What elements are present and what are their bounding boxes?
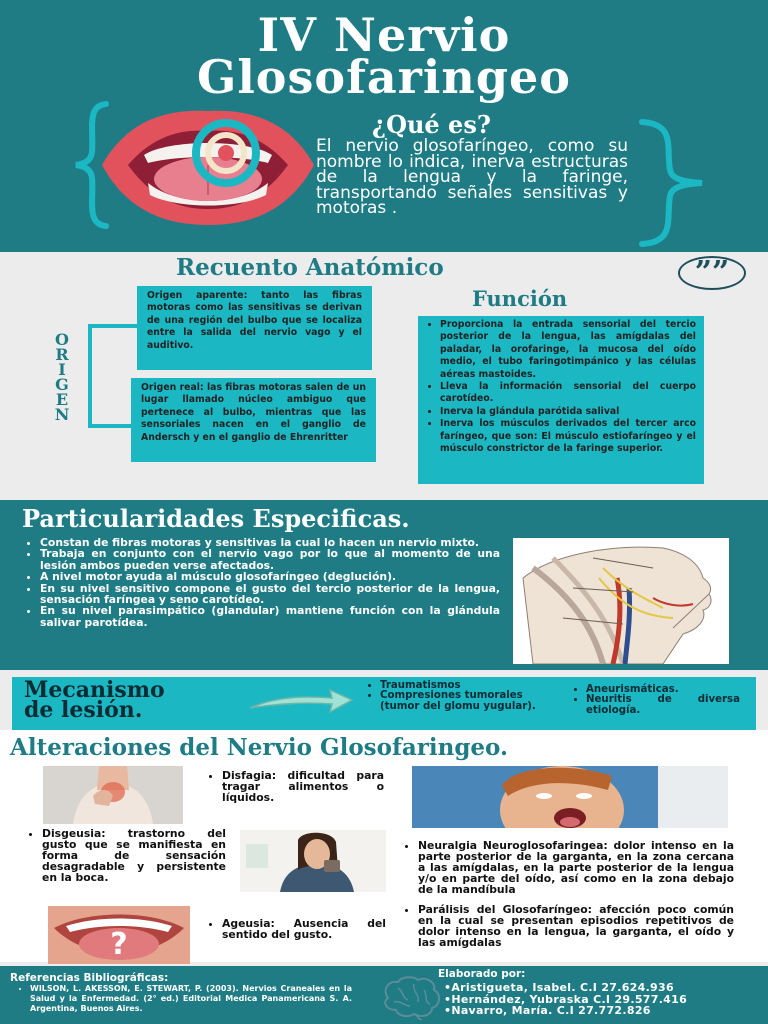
que-es-heading: ¿Qué es? (372, 110, 491, 139)
particularidad-item: • En su nivel sensitivo compone el gusto del tercio posterior de la lengua, sensación faríngea y seno carotídeo. (40, 583, 500, 606)
author-line: •Aristigueta, Isabel. C.I 27.624.936 (444, 981, 674, 994)
origen-letter: E (55, 390, 69, 409)
referencias-text (16, 984, 352, 1014)
brain-icon (378, 974, 444, 1020)
mecanismo-item: • Aneurismáticas. (586, 685, 740, 695)
author-line: •Hernández, Yubraska C.I 29.577.416 (444, 992, 688, 1006)
paralisis-text (402, 904, 734, 948)
origen-letter: I (58, 360, 66, 379)
mecanismo-heading (24, 677, 254, 723)
disfagia-item: • Disfagia: dificultad para tragar alimentos o líquidos. (222, 770, 384, 803)
origen-bracket-line (88, 324, 136, 428)
origen-real-box: Origen real: las fibras motoras salen de un lugar llamado núcleo ambiguo que pertenece al bulbo, mientras que las sensoriales nacen en el ganglio de Andersch y en el ganglio de Ehrenritter (131, 378, 376, 462)
ageusia-item: • Ageusia: Ausencia del sentido del gusto. (222, 918, 386, 940)
paralisis-item: • Parálisis del Glosofaríngeo: afección poco común en la cual se presentan episodios repetitivos de dolor intenso en la lengua, la garganta, el oído y las amígdalas (418, 904, 734, 948)
title-line-2: Glosofaringeo (197, 50, 571, 104)
origen-vertical-label (46, 332, 78, 422)
mecanismo-title-line-1: Mecanismo (24, 677, 165, 703)
quote-icon: ”” (678, 256, 746, 290)
que-es-description: El nervio glosofaríngeo, como su nombre lo indica, inerva estructuras de la lengua y la faringe, transportando señales sensitivas y motoras . (316, 136, 628, 218)
mouth-illustration-icon (98, 105, 318, 227)
disfagia-text (206, 770, 384, 803)
referencia-item: • WILSON, L. AKESSON, E. STEWART, P. (2003). Nervios Craneales en la Salud y la Enfermedad. (2° ed.) Editorial Medica Panamericana S. A. Argentina, Buenos Aires. (30, 984, 352, 1014)
funcion-heading: Función (472, 286, 568, 311)
right-brace-icon (636, 118, 706, 248)
neck-anatomy-illustration (513, 538, 729, 664)
particularidad-item: • Constan de fibras motoras y sensitivas la cual lo hacen un nervio mixto. (40, 537, 500, 548)
referencias-heading: Referencias Bibliográficas: (10, 972, 169, 984)
origen-letter: G (55, 375, 69, 394)
throat-pain-photo (43, 766, 183, 824)
particularidades-heading: Particularidades Especificas. (22, 504, 410, 533)
origen-letter: O (55, 330, 69, 349)
alteraciones-heading: Alteraciones del Nervio Glosofaringeo. (10, 734, 508, 761)
ageusia-text (206, 918, 386, 940)
funcion-item: • Inerva los músculos derivados del tercer arco faríngeo, que son: El músculo estiofaríngeo y el músculo constrictor de la faringe superior. (440, 418, 696, 455)
origen-aparente-box: Origen aparente: tanto las fibras motoras como las sensitivas se derivan de una región del bulbo que se localiza entre la salida del nervio vago y el auditivo. (137, 286, 372, 370)
woman-drinking-photo (240, 830, 386, 892)
origen-letter: R (55, 345, 69, 364)
mecanismo-title-line-2: de lesión. (24, 697, 143, 723)
particularidad-item: • En su nivel parasimpático (glandular) mantiene función con la glándula salivar parotídea. (40, 605, 500, 628)
recuento-anatomico-heading: Recuento Anatómico (176, 254, 444, 281)
tongue-question-photo (48, 906, 190, 964)
particularidades-list (22, 537, 500, 628)
funcion-item: • Inerva la glándula parótida salival (440, 406, 696, 418)
disgeusia-text (26, 828, 226, 883)
mecanismo-item: • Neuritis de diversa etiología. (586, 695, 740, 716)
origen-letter: N (54, 405, 70, 424)
particularidad-item: • Trabaja en conjunto con el nervio vago por lo que al momento de una lesión ambos pueden verse afectados. (40, 548, 500, 571)
mecanismo-item: • Traumatismos (380, 681, 554, 691)
origen-bracket-bottom (88, 424, 132, 428)
particularidad-item: • A nivel motor ayuda al músculo glosofaríngeo (deglución). (40, 571, 500, 582)
arrow-icon (246, 686, 356, 714)
neuralgia-text (402, 840, 734, 895)
funcion-item: • Lleva la información sensorial del cuerpo carotídeo. (440, 381, 696, 406)
funcion-box (418, 316, 704, 484)
man-throat-pain-photo (412, 766, 728, 828)
mecanismo-item: • Compresiones tumorales (tumor del glomu yugular). (380, 691, 554, 712)
neuralgia-item: • Neuralgia Neuroglosofaringea: dolor intenso en la parte posterior de la garganta, en la zona cercana a las amígdalas, en la parte posterior de la lengua y/o en parte del oído, así como en la zona debajo de la mandíbula (418, 840, 734, 895)
funcion-item: • Proporciona la entrada sensorial del tercio posterior de la lengua, las amígdalas del paladar, la orofaringe, la mucosa del oído medio, el tubo faringotimpánico y las células aéreas mastoides. (440, 319, 696, 381)
svg-text:?: ? (110, 927, 128, 962)
mecanismo-list-1 (364, 681, 554, 712)
authors-list (444, 982, 687, 1017)
elaborado-por-heading: Elaborado por: (438, 968, 526, 980)
disgeusia-item: • Disgeusia: trastorno del gusto que se manifiesta en forma de sensación desagradable y persistente en la boca. (42, 828, 226, 883)
title-line-1: IV Nervio (257, 8, 511, 62)
mecanismo-list-2 (570, 685, 740, 716)
origen-bracket-top (88, 324, 138, 328)
author-line: •Navarro, María. C.I 27.772.826 (444, 1004, 651, 1018)
